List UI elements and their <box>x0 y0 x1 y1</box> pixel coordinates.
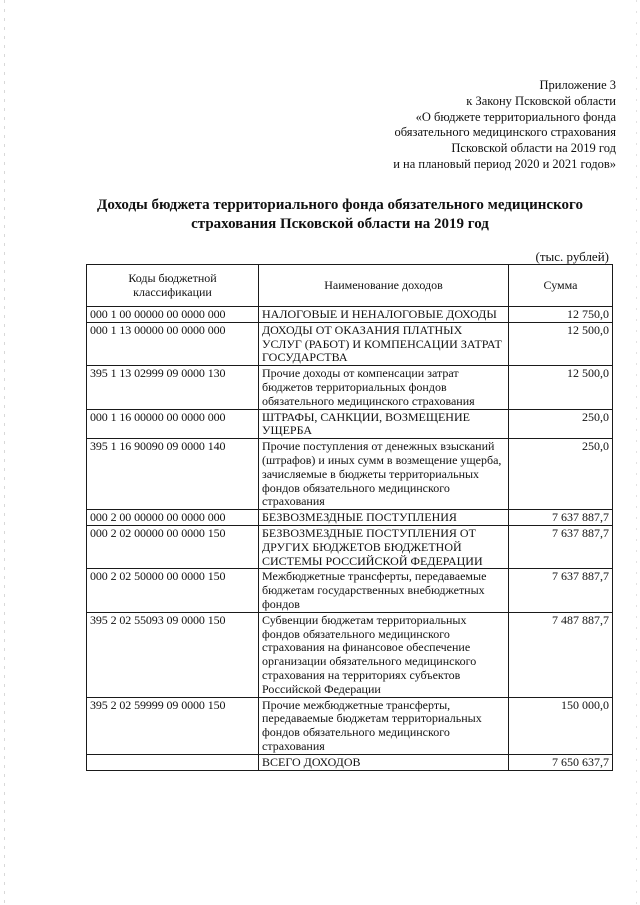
row-name: Прочие доходы от компенсации затрат бюджетов территориальных фондов обязательного медицинского страхования <box>259 366 509 409</box>
annex-line: «О бюджете территориального фонда <box>415 109 616 124</box>
table-row <box>87 322 613 365</box>
row-amount: 250,0 <box>509 409 613 439</box>
total-name: ВСЕГО ДОХОДОВ <box>259 754 509 770</box>
table-header-row <box>87 265 613 307</box>
annex-line: и на плановый период 2020 и 2021 годов» <box>393 156 616 171</box>
table-row <box>87 569 613 612</box>
table-row <box>87 307 613 323</box>
units-label: (тыс. рублей) <box>535 249 609 264</box>
row-name: Субвенции бюджетам территориальных фондов обязательного медицинского страхования на финансовое обеспечение организации обязательного медицинского страхования на территориях субъектов Российской Федерации <box>259 612 509 697</box>
table-row <box>87 439 613 510</box>
document-title-line: Доходы бюджета территориального фонда обязательного медицинского <box>97 197 583 213</box>
annex-header <box>393 78 616 173</box>
row-amount: 12 500,0 <box>509 322 613 365</box>
row-code: 000 2 02 50000 00 0000 150 <box>87 569 259 612</box>
table-row <box>87 510 613 526</box>
total-code <box>87 754 259 770</box>
annex-line: обязательного медицинского страхования <box>394 125 616 140</box>
header-code: Коды бюджетной классификации <box>87 265 259 307</box>
total-amount: 7 650 637,7 <box>509 754 613 770</box>
header-amount: Сумма <box>509 265 613 307</box>
table-total-row <box>87 754 613 770</box>
row-code: 000 1 16 00000 00 0000 000 <box>87 409 259 439</box>
row-amount: 7 637 887,7 <box>509 525 613 568</box>
scan-edge-left <box>4 0 5 905</box>
table-row <box>87 525 613 568</box>
annex-line: Приложение 3 <box>539 78 616 92</box>
table-row <box>87 366 613 409</box>
row-amount: 7 637 887,7 <box>509 510 613 526</box>
row-code: 000 2 00 00000 00 0000 000 <box>87 510 259 526</box>
row-name: БЕЗВОЗМЕЗДНЫЕ ПОСТУПЛЕНИЯ <box>259 510 509 526</box>
row-amount: 12 500,0 <box>509 366 613 409</box>
document-title <box>60 196 620 233</box>
row-name: НАЛОГОВЫЕ И НЕНАЛОГОВЫЕ ДОХОДЫ <box>259 307 509 323</box>
row-name: ДОХОДЫ ОТ ОКАЗАНИЯ ПЛАТНЫХ УСЛУГ (РАБОТ) И КОМПЕНСАЦИИ ЗАТРАТ ГОСУДАРСТВА <box>259 322 509 365</box>
row-code: 395 1 13 02999 09 0000 130 <box>87 366 259 409</box>
annex-line: к Закону Псковской области <box>466 93 616 108</box>
scan-edge-right <box>636 0 637 905</box>
row-amount: 12 750,0 <box>509 307 613 323</box>
table-row <box>87 612 613 697</box>
row-amount: 7 637 887,7 <box>509 569 613 612</box>
annex-line: Псковской области на 2019 год <box>451 141 616 156</box>
document-title-line: страхования Псковской области на 2019 год <box>191 215 489 232</box>
table-row <box>87 697 613 754</box>
row-name: ШТРАФЫ, САНКЦИИ, ВОЗМЕЩЕНИЕ УЩЕРБА <box>259 409 509 439</box>
table-row <box>87 409 613 439</box>
row-code: 395 2 02 59999 09 0000 150 <box>87 697 259 754</box>
row-amount: 250,0 <box>509 439 613 510</box>
income-table <box>86 264 613 771</box>
row-code: 395 1 16 90090 09 0000 140 <box>87 439 259 510</box>
row-code: 000 1 13 00000 00 0000 000 <box>87 322 259 365</box>
row-code: 000 2 02 00000 00 0000 150 <box>87 525 259 568</box>
row-amount: 150 000,0 <box>509 697 613 754</box>
header-name: Наименование доходов <box>259 265 509 307</box>
row-name: Прочие межбюджетные трансферты, передаваемые бюджетам территориальных фондов обязательного медицинского страхования <box>259 697 509 754</box>
row-name: БЕЗВОЗМЕЗДНЫЕ ПОСТУПЛЕНИЯ ОТ ДРУГИХ БЮДЖЕТОВ БЮДЖЕТНОЙ СИСТЕМЫ РОССИЙСКОЙ ФЕДЕРАЦИИ <box>259 525 509 568</box>
row-amount: 7 487 887,7 <box>509 612 613 697</box>
row-code: 395 2 02 55093 09 0000 150 <box>87 612 259 697</box>
row-name: Межбюджетные трансферты, передаваемые бюджетам государственных внебюджетных фондов <box>259 569 509 612</box>
row-code: 000 1 00 00000 00 0000 000 <box>87 307 259 323</box>
row-name: Прочие поступления от денежных взысканий (штрафов) и иных сумм в возмещение ущерба, зачисляемые в бюджеты территориальных фондов обязательного медицинского страхования <box>259 439 509 510</box>
